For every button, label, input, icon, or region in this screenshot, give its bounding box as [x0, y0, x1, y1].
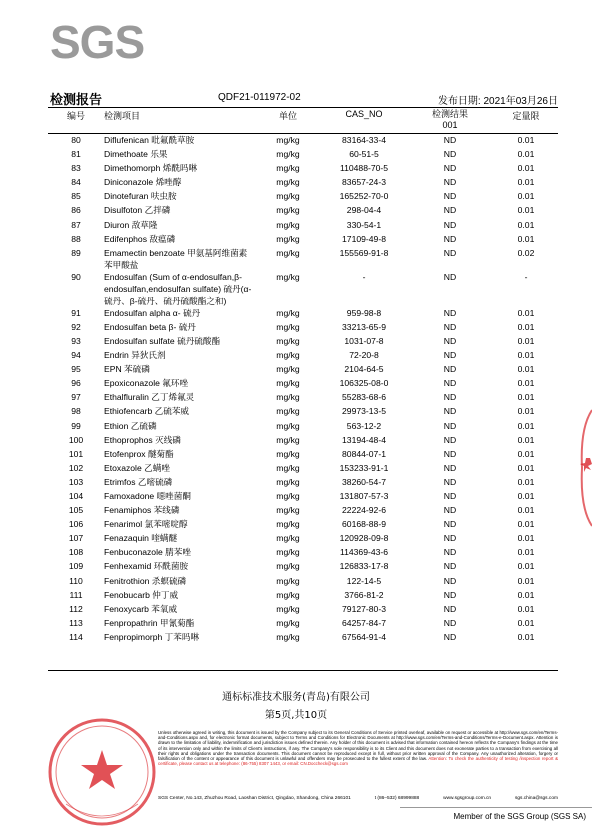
table-row: [48, 589, 558, 603]
row-limit: 0.01: [517, 589, 535, 600]
row-unit: mg/kg: [276, 247, 300, 258]
row-limit: 0.01: [517, 631, 535, 642]
table-row: [48, 546, 558, 560]
row-no: 112: [69, 603, 83, 614]
row-cas: 55283-68-6: [342, 392, 386, 403]
row-unit: mg/kg: [276, 589, 300, 600]
table-row: [48, 560, 558, 574]
row-unit: mg/kg: [276, 448, 300, 459]
row-cas: 126833-17-8: [339, 561, 389, 572]
table-row: [48, 490, 558, 504]
row-result: ND: [443, 135, 457, 145]
row-item: Fenpropathrin 甲氰菊酯: [104, 617, 195, 628]
row-limit: 0.01: [517, 462, 535, 473]
row-unit: mg/kg: [276, 219, 300, 230]
row-item: Ethalfluralin 乙丁烯氟灵: [104, 392, 195, 403]
row-unit: mg/kg: [276, 547, 300, 558]
header-rule: [48, 107, 558, 108]
row-unit: mg/kg: [276, 575, 300, 586]
row-item: Edifenphos 敌瘟磷: [104, 233, 176, 244]
row-cas: 67564-91-4: [342, 631, 386, 642]
row-no: 94: [71, 350, 81, 361]
row-result: ND: [443, 350, 457, 361]
row-limit: 0.01: [517, 603, 535, 614]
table-row: [48, 363, 558, 377]
row-unit: mg/kg: [276, 392, 300, 403]
row-no: 114: [69, 631, 83, 642]
results-body: [48, 134, 558, 646]
attention-text: Attention: To check the authenticity of testing /inspection report & certificate, please contact us at telephone: (86-755) 8307 1443, or email: CN.Doccheck@sgs.com: [158, 756, 559, 767]
row-cas: 33213-65-9: [342, 321, 386, 332]
table-row: [48, 603, 558, 617]
row-limit: 0.01: [517, 205, 535, 216]
row-limit: 0.02: [517, 247, 535, 258]
row-no: 113: [69, 617, 83, 628]
row-item: Dimethomorph 烯酰吗啉: [104, 163, 198, 174]
row-result: ND: [443, 490, 457, 501]
col-header-unit: 单位: [278, 111, 297, 121]
row-item: Fenamiphos 苯线磷: [104, 505, 180, 516]
company-name: 通标标准技术服务(青岛)有限公司: [222, 692, 370, 703]
row-item: Endosulfan beta β- 硫丹: [104, 321, 196, 332]
row-unit: mg/kg: [276, 378, 300, 389]
website-link[interactable]: www.sgsgroup.com.cn: [443, 796, 492, 801]
row-cas: 22224-92-6: [342, 505, 386, 516]
col-header-no: 编号: [66, 111, 85, 121]
row-cas: 563-12-2: [346, 420, 382, 431]
row-cas: 60-51-5: [349, 149, 379, 160]
row-no: 91: [71, 307, 81, 318]
row-unit: mg/kg: [276, 617, 300, 628]
row-item: Endosulfan (Sum of α-endosulfan,β-endosulfan,endosulfan sulfate) 硫丹(α-硫丹、β-硫丹、硫丹硫酸酯之和): [104, 271, 252, 306]
row-cas: 3766-81-2: [344, 589, 384, 600]
row-unit: mg/kg: [276, 434, 300, 445]
row-cas: 13194-48-4: [342, 434, 386, 445]
table-header-row: [48, 109, 558, 134]
row-unit: mg/kg: [276, 519, 300, 530]
row-no: 101: [68, 448, 84, 459]
row-limit: 0.01: [517, 406, 535, 417]
row-limit: 0.01: [517, 350, 535, 361]
row-no: 111: [69, 589, 83, 600]
row-no: 84: [71, 177, 81, 188]
row-limit: 0.01: [517, 219, 535, 230]
table-row: [48, 134, 558, 149]
row-cas: 64257-84-7: [342, 617, 386, 628]
row-cas: 330-54-1: [346, 219, 382, 230]
row-item: Dinotefuran 呋虫胺: [104, 191, 177, 202]
row-no: 85: [71, 191, 81, 202]
row-result: ND: [443, 589, 457, 600]
row-limit: 0.01: [517, 420, 535, 431]
row-limit: 0.01: [517, 476, 535, 487]
row-limit: 0.01: [517, 191, 535, 202]
row-no: 110: [69, 575, 83, 586]
row-result: ND: [443, 617, 457, 628]
row-result: ND: [443, 420, 457, 431]
row-cas: 60168-88-9: [342, 519, 386, 530]
row-cas: 120928-09-8: [339, 533, 389, 544]
row-no: 103: [68, 476, 84, 487]
row-item: Diflufenican 吡氟酰草胺: [104, 135, 195, 145]
row-cas: 153233-91-1: [339, 462, 389, 473]
row-cas: 165252-70-0: [339, 191, 389, 202]
sgs-logo: [50, 18, 150, 66]
row-item: EPN 苯硫磷: [104, 364, 150, 375]
row-unit: mg/kg: [276, 307, 300, 318]
row-no: 109: [68, 561, 84, 572]
row-cas: 110488-70-5: [339, 163, 389, 174]
row-result: ND: [443, 233, 457, 244]
report-title: 检测报告: [50, 93, 103, 108]
row-cas: 155569-91-8: [339, 247, 389, 258]
results-table: [48, 109, 558, 645]
row-cas: 29973-13-5: [342, 406, 386, 417]
row-item: Epoxiconazole 氟环唑: [104, 378, 189, 389]
table-row: [48, 391, 558, 405]
row-item: Fenoxycarb 苯氧威: [104, 603, 178, 614]
col-header-cas: CAS_NO: [345, 109, 383, 119]
row-limit: 0.01: [517, 135, 535, 145]
table-row: [48, 307, 558, 321]
row-item: Diniconazole 烯唑醇: [104, 177, 182, 188]
table-row: [48, 448, 558, 462]
row-no: 90: [71, 271, 81, 282]
row-result: ND: [443, 631, 457, 642]
row-unit: mg/kg: [276, 271, 300, 282]
row-item: Fenhexamid 环酰菌胺: [104, 561, 189, 572]
table-row: [48, 247, 558, 271]
row-unit: mg/kg: [276, 490, 300, 501]
row-unit: mg/kg: [276, 149, 300, 160]
report-header: [50, 89, 558, 107]
sgs-logo-text: SGS: [50, 16, 145, 68]
footer-rule: [400, 807, 592, 808]
row-result: ND: [443, 321, 457, 332]
table-row: [48, 420, 558, 434]
stamp-star-icon: [81, 750, 123, 789]
row-unit: mg/kg: [276, 533, 300, 544]
row-item: Ethiofencarb 乙硫苯威: [104, 406, 190, 417]
row-result: ND: [443, 392, 457, 403]
row-result: ND: [443, 219, 457, 230]
row-no: 106: [68, 519, 84, 530]
row-item: Fenitrothion 杀螟硫磷: [104, 575, 187, 586]
disclaimer-text: Unless otherwise agreed in writing, this document is issued by the Company subject to its General Conditions of Service printed overleaf, available on request or accessible at http://www.sgs.com/en/Terms-and-Conditions.aspx and, for electronic format documents, subject to Terms and Conditions for Electronic Documents at http://www.sgs.com/en/Terms-and-Conditions/Terms-e-Document.aspx. Attention is drawn to the limitation of liability, indemnification and jurisdiction issues defined therein. Any holder of this document is advised that information contained hereon reflects the Company's findings at the time of its intervention only and within the limits of Client's instructions, if any. The Company's sole responsibility is to its Client and this document does not exonerate parties to a transaction from exercising all their rights and obligations under the transaction documents. This document cannot be reproduced except in full, without prior written approval of the Company. Any unauthorized alteration, forgery or falsification of the content or appearance of this document is unlawful and offenders may be prosecuted to the fullest extent of the law.: [158, 730, 558, 762]
row-item: Endrin 异狄氏剂: [104, 350, 166, 361]
row-result: ND: [443, 191, 457, 202]
row-result: ND: [443, 205, 457, 216]
row-result: ND: [443, 603, 457, 614]
row-result: ND: [443, 561, 457, 572]
row-unit: mg/kg: [276, 321, 300, 332]
row-result: ND: [443, 462, 457, 473]
row-result: ND: [443, 519, 457, 530]
row-result: ND: [443, 163, 457, 174]
row-item: Fenpropimorph 丁苯吗啉: [104, 631, 200, 642]
row-no: 92: [71, 321, 81, 332]
table-row: [48, 190, 558, 204]
row-no: 98: [71, 406, 81, 417]
row-cas: 122-14-5: [346, 575, 382, 586]
disclaimer: [158, 730, 558, 766]
table-row: [48, 631, 558, 645]
table-row: [48, 377, 558, 391]
row-item: Fenarimol 氯苯嘧啶醇: [104, 519, 188, 530]
row-limit: 0.01: [517, 448, 535, 459]
row-item: Ethoprophos 灭线磷: [104, 434, 181, 445]
row-limit: 0.01: [517, 617, 535, 628]
row-cas: 80844-07-1: [342, 448, 386, 459]
table-row: [48, 176, 558, 190]
row-limit: 0.01: [517, 335, 535, 346]
row-result: ND: [443, 476, 457, 487]
row-cas: 2104-64-5: [344, 364, 384, 375]
report-number: QDF21-011972-02: [218, 92, 301, 103]
row-result: ND: [443, 575, 457, 586]
row-no: 88: [71, 233, 81, 244]
row-limit: 0.01: [517, 547, 535, 558]
table-row: [48, 349, 558, 363]
row-cas: 298-04-4: [346, 205, 382, 216]
row-result: ND: [443, 434, 457, 445]
row-no: 97: [71, 392, 81, 403]
row-unit: mg/kg: [276, 191, 300, 202]
row-item: Fenazaquin 喹螨醚: [104, 533, 178, 544]
issue-date: 发布日期: 2021年03月26日: [437, 96, 558, 107]
row-no: 89: [71, 247, 81, 258]
row-limit: 0.01: [517, 561, 535, 572]
address: SGS Center, No.143, Zhuzhou Road, Laoshan District, Qingdao, Shandong, China 266101: [158, 796, 351, 801]
row-cas: 38260-54-7: [342, 476, 386, 487]
col-header-item: 检测项目: [104, 111, 141, 121]
row-unit: mg/kg: [276, 561, 300, 572]
row-limit: 0.01: [517, 364, 535, 375]
row-no: 86: [71, 205, 81, 216]
row-unit: mg/kg: [276, 177, 300, 188]
row-no: 107: [68, 533, 84, 544]
row-cas: 17109-49-8: [342, 233, 386, 244]
row-limit: 0.01: [517, 149, 535, 160]
row-cas: -: [362, 271, 366, 282]
table-row: [48, 219, 558, 233]
row-limit: 0.01: [517, 321, 535, 332]
row-unit: mg/kg: [276, 505, 300, 516]
row-unit: mg/kg: [276, 205, 300, 216]
table-row: [48, 575, 558, 589]
row-limit: 0.01: [517, 392, 535, 403]
row-result: ND: [443, 547, 457, 558]
page-number: 第5页,共10页: [264, 710, 328, 721]
row-limit: 0.01: [517, 490, 535, 501]
row-unit: mg/kg: [276, 364, 300, 375]
row-no: 99: [71, 420, 81, 431]
row-no: 95: [71, 364, 81, 375]
row-result: ND: [443, 271, 457, 282]
row-unit: mg/kg: [276, 462, 300, 473]
row-item: Famoxadone 噁唑菌酮: [104, 490, 191, 501]
row-result: ND: [443, 364, 457, 375]
row-result: ND: [443, 448, 457, 459]
table-row: [48, 162, 558, 176]
row-unit: mg/kg: [276, 335, 300, 346]
row-unit: mg/kg: [276, 406, 300, 417]
side-stamp-fragment: [578, 408, 592, 528]
official-stamp: [46, 716, 158, 828]
table-row: [48, 271, 558, 307]
row-unit: mg/kg: [276, 603, 300, 614]
row-limit: 0.01: [517, 307, 535, 318]
row-item: Endosulfan sulfate 硫丹硫酸酯: [104, 335, 221, 346]
table-row: [48, 233, 558, 247]
row-limit: 0.01: [517, 533, 535, 544]
row-unit: mg/kg: [276, 420, 300, 431]
phone: t (86–532) 68999888: [374, 796, 420, 801]
row-limit: 0.01: [517, 575, 535, 586]
row-limit: 0.01: [517, 177, 535, 188]
row-item: Endosulfan alpha α- 硫丹: [104, 307, 201, 318]
row-cas: 106325-08-0: [339, 378, 389, 389]
table-row: [48, 148, 558, 162]
col-header-limit: 定量限: [512, 111, 540, 121]
table-row: [48, 617, 558, 631]
table-row: [48, 462, 558, 476]
table-row: [48, 504, 558, 518]
table-row: [48, 434, 558, 448]
row-item: Diuron 敌草隆: [104, 219, 158, 230]
table-bottom-rule: [48, 670, 558, 671]
row-limit: -: [524, 271, 528, 282]
row-cas: 1031-07-8: [344, 335, 384, 346]
table-row: [48, 518, 558, 532]
row-no: 105: [68, 505, 84, 516]
table-row: [48, 204, 558, 218]
row-no: 104: [68, 490, 84, 501]
row-cas: 114369-43-6: [339, 547, 389, 558]
table-row: [48, 532, 558, 546]
row-no: 108: [68, 547, 84, 558]
row-result: ND: [443, 378, 457, 389]
row-no: 83: [71, 163, 81, 174]
row-unit: mg/kg: [276, 350, 300, 361]
row-result: ND: [443, 533, 457, 544]
row-item: Fenobucarb 仲丁威: [104, 589, 179, 600]
row-result: ND: [443, 335, 457, 346]
row-unit: mg/kg: [276, 135, 300, 145]
row-cas: 79127-80-3: [342, 603, 386, 614]
row-cas: 959-98-8: [346, 307, 382, 318]
row-no: 102: [68, 462, 84, 473]
row-no: 93: [71, 335, 81, 346]
row-cas: 83657-24-3: [342, 177, 386, 188]
row-limit: 0.01: [517, 505, 535, 516]
row-limit: 0.01: [517, 519, 535, 530]
row-unit: mg/kg: [276, 476, 300, 487]
row-item: Dimethoate 乐果: [104, 149, 168, 160]
row-item: Emamectin benzoate 甲氨基阿维菌素苯甲酸盐: [104, 247, 248, 270]
table-row: [48, 405, 558, 419]
row-limit: 0.01: [517, 434, 535, 445]
row-no: 100: [68, 434, 84, 445]
row-result: ND: [443, 505, 457, 516]
row-no: 80: [71, 135, 81, 145]
email-link[interactable]: sgs.china@sgs.com: [514, 796, 558, 801]
row-result: ND: [443, 406, 457, 417]
row-item: Etoxazole 乙螨唑: [104, 462, 170, 473]
row-unit: mg/kg: [276, 631, 300, 642]
row-limit: 0.01: [517, 163, 535, 174]
row-limit: 0.01: [517, 233, 535, 244]
row-no: 81: [71, 149, 81, 160]
row-cas: 83164-33-4: [342, 135, 386, 145]
row-cas: 72-20-8: [349, 350, 379, 361]
row-no: 87: [71, 219, 81, 230]
member-text: Member of the SGS Group (SGS SA): [453, 812, 586, 821]
table-row: [48, 321, 558, 335]
col-header-result: 检测结果 001: [431, 109, 468, 130]
row-item: Etrimfos 乙嘧硫磷: [104, 476, 173, 487]
row-item: Etofenprox 醚菊酯: [104, 448, 174, 459]
row-unit: mg/kg: [276, 163, 300, 174]
row-item: Ethion 乙硫磷: [104, 420, 157, 431]
row-result: ND: [443, 307, 457, 318]
table-row: [48, 476, 558, 490]
row-result: ND: [443, 149, 457, 160]
row-item: Disulfoton 乙拌磷: [104, 205, 171, 216]
table-row: [48, 335, 558, 349]
row-item: Fenbuconazole 腈苯唑: [104, 547, 191, 558]
contact-line: [158, 796, 558, 801]
row-no: 96: [71, 378, 81, 389]
row-result: ND: [443, 247, 457, 258]
row-result: ND: [443, 177, 457, 188]
row-cas: 131807-57-3: [339, 490, 389, 501]
row-unit: mg/kg: [276, 233, 300, 244]
row-limit: 0.01: [517, 378, 535, 389]
